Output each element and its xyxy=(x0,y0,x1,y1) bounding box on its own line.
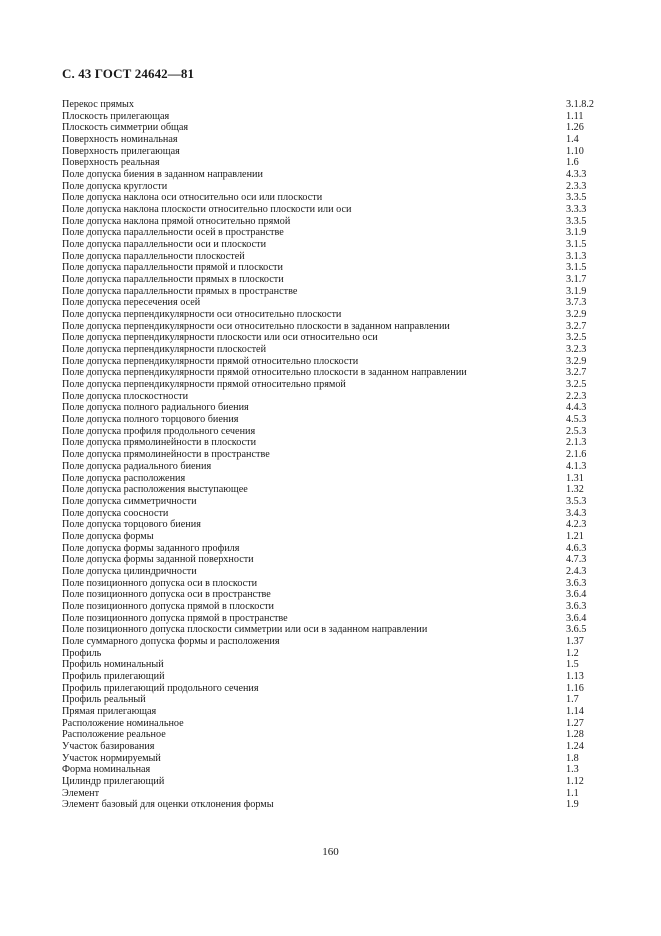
index-entry xyxy=(62,122,602,134)
index-reference: 1.7 xyxy=(566,694,579,706)
index-term: Профиль xyxy=(62,647,102,659)
index-reference: 4.7.3 xyxy=(566,554,587,566)
index-reference: 2.1.6 xyxy=(566,449,587,461)
index-reference: 3.6.5 xyxy=(566,624,587,636)
index-term: Поле допуска полного торцового биения xyxy=(62,414,239,426)
index-reference: 3.3.3 xyxy=(566,204,587,216)
index-term: Поле допуска торцового биения xyxy=(62,519,201,531)
index-term: Прямая прилегающая xyxy=(62,705,157,717)
index-reference: 3.6.3 xyxy=(566,577,587,589)
index-reference: 3.6.4 xyxy=(566,612,587,624)
index-term: Поле допуска наклона оси относительно оси или плоскости xyxy=(62,192,323,204)
index-term: Поле допуска прямолинейности в пространстве xyxy=(62,449,270,461)
index-entry xyxy=(62,519,602,531)
index-term: Поле допуска биения в заданном направлении xyxy=(62,169,263,181)
index-term: Поле допуска параллельности оси и плоскости xyxy=(62,239,267,251)
index-entry xyxy=(62,146,602,158)
index-reference: 4.1.3 xyxy=(566,460,587,472)
index-entry xyxy=(62,204,602,216)
index-term: Профиль реальный xyxy=(62,694,146,706)
index-term: Поле позиционного допуска оси в пространстве xyxy=(62,589,271,601)
index-reference: 1.24 xyxy=(566,740,584,752)
index-entry xyxy=(62,753,602,765)
index-term: Поверхность прилегающая xyxy=(62,145,180,157)
index-reference: 3.2.9 xyxy=(566,309,587,321)
index-entry xyxy=(62,332,602,344)
index-entry xyxy=(62,496,602,508)
index-reference: 4.2.3 xyxy=(566,519,587,531)
index-reference: 1.3 xyxy=(566,764,579,776)
index-reference: 1.6 xyxy=(566,157,579,169)
index-term: Поле допуска круглости xyxy=(62,180,168,192)
index-entry xyxy=(62,111,602,123)
index-entry xyxy=(62,624,602,636)
index-term: Расположение номинальное xyxy=(62,717,184,729)
index-entry xyxy=(62,344,602,356)
index-entry xyxy=(62,192,602,204)
index-term: Поле допуска перпендикулярности оси относительно плоскости xyxy=(62,309,342,321)
index-term: Перекос прямых xyxy=(62,99,134,110)
index-entry xyxy=(62,134,602,146)
index-entry xyxy=(62,566,602,578)
index-term: Поле позиционного допуска плоскости симметрии или оси в заданном направлении xyxy=(62,624,428,636)
index-entry xyxy=(62,613,602,625)
index-term: Поле допуска параллельности прямой и плоскости xyxy=(62,262,283,274)
index-entry xyxy=(62,648,602,660)
index-reference: 3.4.3 xyxy=(566,507,587,519)
index-entry xyxy=(62,578,602,590)
index-reference: 1.16 xyxy=(566,682,584,694)
index-entry xyxy=(62,531,602,543)
index-entry xyxy=(62,239,602,251)
index-entry xyxy=(62,729,602,741)
index-term: Поле допуска перпендикулярности прямой относительно плоскости в заданном направлении xyxy=(62,367,467,379)
index-entry xyxy=(62,601,602,613)
index-entry xyxy=(62,227,602,239)
index-term: Поле допуска профиля продольного сечения xyxy=(62,425,256,437)
index-term: Поле допуска расположения выступающее xyxy=(62,484,248,496)
index-reference: 3.1.7 xyxy=(566,274,587,286)
index-term: Поле позиционного допуска прямой в плоскости xyxy=(62,600,274,612)
index-entry xyxy=(62,694,602,706)
index-entry xyxy=(62,414,602,426)
index-reference: 1.31 xyxy=(566,472,584,484)
index-entry xyxy=(62,262,602,274)
index-reference: 3.3.5 xyxy=(566,192,587,204)
index-reference: 3.7.3 xyxy=(566,297,587,309)
index-term: Поле допуска плоскостности xyxy=(62,390,189,402)
index-reference: 1.21 xyxy=(566,530,584,542)
index-entry xyxy=(62,181,602,193)
index-reference: 3.6.3 xyxy=(566,600,587,612)
index-term: Участок базирования xyxy=(62,740,155,752)
index-reference: 1.8 xyxy=(566,752,579,764)
index-term: Участок нормируемый xyxy=(62,752,161,764)
index-entry xyxy=(62,776,602,788)
index-term: Поле допуска перпендикулярности прямой относительно прямой xyxy=(62,379,346,391)
index-reference: 1.14 xyxy=(566,705,584,717)
index-reference: 1.5 xyxy=(566,659,579,671)
index-reference: 3.2.7 xyxy=(566,367,587,379)
index-term: Расположение реальное xyxy=(62,729,166,741)
index-reference: 1.2 xyxy=(566,647,579,659)
index-term: Поле допуска параллельности прямых в плоскости xyxy=(62,274,284,286)
index-reference: 1.13 xyxy=(566,670,584,682)
index-term: Поле допуска расположения xyxy=(62,472,186,484)
index-term: Поле допуска полного радиального биения xyxy=(62,402,249,414)
index-reference: 1.11 xyxy=(566,110,584,122)
index-entry xyxy=(62,426,602,438)
index-term: Плоскость прилегающая xyxy=(62,110,170,122)
index-entry xyxy=(62,437,602,449)
index-reference: 4.3.3 xyxy=(566,169,587,181)
index-reference: 3.1.3 xyxy=(566,250,587,262)
index-reference: 2.1.3 xyxy=(566,437,587,449)
index-term: Профиль номинальный xyxy=(62,659,164,671)
index-reference: 1.32 xyxy=(566,484,584,496)
index-term: Форма номинальная xyxy=(62,764,151,776)
index-term: Поле допуска наклона прямой относительно прямой xyxy=(62,215,291,227)
index-entry xyxy=(62,391,602,403)
index-term: Поле суммарного допуска формы и расположения xyxy=(62,635,280,647)
index-entry xyxy=(62,216,602,228)
index-term: Цилиндр прилегающий xyxy=(62,775,165,787)
index-reference: 2.4.3 xyxy=(566,565,587,577)
index-entry xyxy=(62,718,602,730)
index-entry xyxy=(62,508,602,520)
index-term: Поле допуска формы заданной поверхности xyxy=(62,554,254,566)
index-reference: 3.5.3 xyxy=(566,495,587,507)
index-entry xyxy=(62,683,602,695)
index-term: Поле допуска пересечения осей xyxy=(62,297,201,309)
index-term: Поле допуска цилиндричности xyxy=(62,565,197,577)
index-entry xyxy=(62,309,602,321)
index-entry xyxy=(62,251,602,263)
index-reference: 3.1.5 xyxy=(566,239,587,251)
subject-index-list xyxy=(62,99,602,811)
index-entry xyxy=(62,297,602,309)
index-reference: 3.6.4 xyxy=(566,589,587,601)
index-reference: 1.37 xyxy=(566,635,584,647)
index-reference: 3.2.3 xyxy=(566,344,587,356)
index-reference: 1.10 xyxy=(566,145,584,157)
index-term: Элемент xyxy=(62,787,100,799)
index-term: Поле допуска перпендикулярности прямой относительно плоскости xyxy=(62,355,359,367)
index-term: Поле допуска перпендикулярности оси относительно плоскости в заданном направлении xyxy=(62,320,450,332)
index-entry xyxy=(62,321,602,333)
index-entry xyxy=(62,461,602,473)
index-reference: 3.2.5 xyxy=(566,379,587,391)
index-entry xyxy=(62,636,602,648)
index-reference: 1.26 xyxy=(566,122,584,134)
index-term: Поле допуска симметричности xyxy=(62,495,197,507)
index-term: Поле допуска параллельности осей в пространстве xyxy=(62,227,284,239)
index-term: Поле допуска радиального биения xyxy=(62,460,212,472)
index-entry xyxy=(62,367,602,379)
index-entry xyxy=(62,589,602,601)
index-entry xyxy=(62,379,602,391)
index-entry xyxy=(62,169,602,181)
index-reference: 3.2.9 xyxy=(566,355,587,367)
index-term: Плоскость симметрии общая xyxy=(62,122,189,134)
index-reference: 4.5.3 xyxy=(566,414,587,426)
index-reference: 3.2.7 xyxy=(566,320,587,332)
index-entry xyxy=(62,659,602,671)
index-term: Поле допуска перпендикулярности плоскости или оси относительно оси xyxy=(62,332,378,344)
index-reference: 3.1.8.2 xyxy=(566,99,595,110)
index-term: Поле допуска формы заданного профиля xyxy=(62,542,240,554)
index-reference: 3.1.9 xyxy=(566,285,587,297)
index-term: Элемент базовый для оценки отклонения формы xyxy=(62,799,274,811)
index-term: Поле позиционного допуска прямой в пространстве xyxy=(62,612,288,624)
index-entry xyxy=(62,449,602,461)
index-reference: 4.4.3 xyxy=(566,402,587,414)
index-entry xyxy=(62,543,602,555)
index-reference: 1.28 xyxy=(566,729,584,741)
index-entry xyxy=(62,741,602,753)
index-term: Профиль прилегающий продольного сечения xyxy=(62,682,259,694)
index-term: Поле допуска параллельности плоскостей xyxy=(62,250,245,262)
index-reference: 3.3.5 xyxy=(566,215,587,227)
index-entry xyxy=(62,788,602,800)
index-term: Поле позиционного допуска оси в плоскости xyxy=(62,577,258,589)
index-term: Поле допуска формы xyxy=(62,530,154,542)
index-term: Поле допуска параллельности прямых в пространстве xyxy=(62,285,298,297)
index-reference: 1.9 xyxy=(566,799,579,811)
index-term: Поле допуска прямолинейности в плоскости xyxy=(62,437,257,449)
index-entry xyxy=(62,274,602,286)
index-entry xyxy=(62,554,602,566)
index-term: Поле допуска перпендикулярности плоскостей xyxy=(62,344,267,356)
index-reference: 1.4 xyxy=(566,134,579,146)
index-entry xyxy=(62,799,602,811)
index-entry xyxy=(62,706,602,718)
page-number: 160 xyxy=(322,846,339,858)
index-entry xyxy=(62,402,602,414)
page-header: С. 43 ГОСТ 24642—81 xyxy=(62,66,195,81)
index-term: Профиль прилегающий xyxy=(62,670,165,682)
index-reference: 3.2.5 xyxy=(566,332,587,344)
index-entry xyxy=(62,484,602,496)
index-reference: 3.1.9 xyxy=(566,227,587,239)
index-term: Поле допуска наклона плоскости относительно плоскости или оси xyxy=(62,204,352,216)
index-reference: 4.6.3 xyxy=(566,542,587,554)
index-reference: 1.12 xyxy=(566,775,584,787)
index-reference: 2.2.3 xyxy=(566,390,587,402)
index-entry xyxy=(62,99,602,111)
index-term: Поле допуска соосности xyxy=(62,507,169,519)
index-entry xyxy=(62,356,602,368)
index-reference: 2.5.3 xyxy=(566,425,587,437)
index-term: Поверхность номинальная xyxy=(62,134,178,146)
index-entry xyxy=(62,473,602,485)
index-entry xyxy=(62,764,602,776)
index-reference: 2.3.3 xyxy=(566,180,587,192)
index-entry xyxy=(62,671,602,683)
index-entry xyxy=(62,286,602,298)
index-reference: 1.27 xyxy=(566,717,584,729)
index-reference: 1.1 xyxy=(566,787,579,799)
index-entry xyxy=(62,157,602,169)
index-term: Поверхность реальная xyxy=(62,157,160,169)
index-reference: 3.1.5 xyxy=(566,262,587,274)
